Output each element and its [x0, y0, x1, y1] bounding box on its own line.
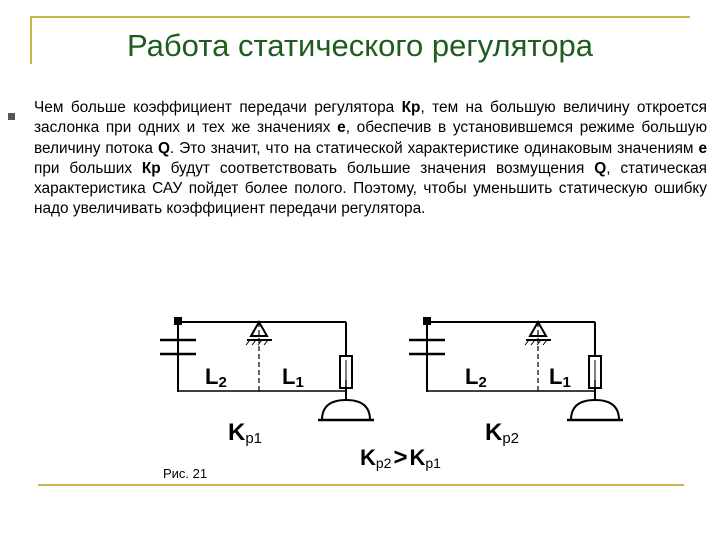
paragraph-text: , тем на большую величину откроется заслонка при одних и тех же значениях: [34, 99, 708, 137]
label-kp2-right: Kp2: [485, 419, 520, 447]
bold-term: Кр: [401, 99, 421, 116]
paragraph-text: . Это значит, что на статической характеристике одинаковым значениям: [169, 139, 699, 157]
paragraph-text: , обеспечив в установившемся режиме большую величину потока: [34, 119, 707, 157]
figure-caption: Рис. 21: [163, 466, 208, 481]
bold-term: Кр: [141, 159, 161, 177]
stem-joint-right: [424, 318, 430, 324]
label-kp1-left: Kp1: [228, 419, 263, 447]
left-scheme: [160, 318, 374, 420]
label-l1-left: L1: [282, 364, 304, 391]
stem-joint-left: [175, 318, 181, 324]
relation-label: Kp2>Kp1: [360, 444, 441, 471]
label-l1-right: L1: [549, 364, 571, 391]
paragraph-text: будут соответствовать большие значения возмущения: [160, 159, 595, 177]
paragraph-text: при больших: [34, 159, 142, 177]
paragraph-text: Чем больше коэффициент передачи регулятора: [34, 99, 402, 116]
right-scheme: [409, 318, 623, 420]
label-l2-right: L2: [465, 364, 487, 391]
bold-term: Q: [594, 159, 607, 177]
bold-term: Q: [157, 139, 170, 157]
bold-term: е: [337, 119, 346, 137]
paragraph-text: , статическая характеристика САУ пойдет более полого. Поэтому, чтобы уменьшить статическую ошибку надо увеличивать коэффициент передачи регулятора.: [34, 159, 708, 218]
label-l2-left: L2: [205, 364, 227, 391]
membrane-right: [571, 400, 619, 420]
slide-title: Работа статического регулятора: [127, 28, 593, 63]
bold-term: е: [698, 139, 707, 157]
membrane-left: [322, 400, 370, 420]
